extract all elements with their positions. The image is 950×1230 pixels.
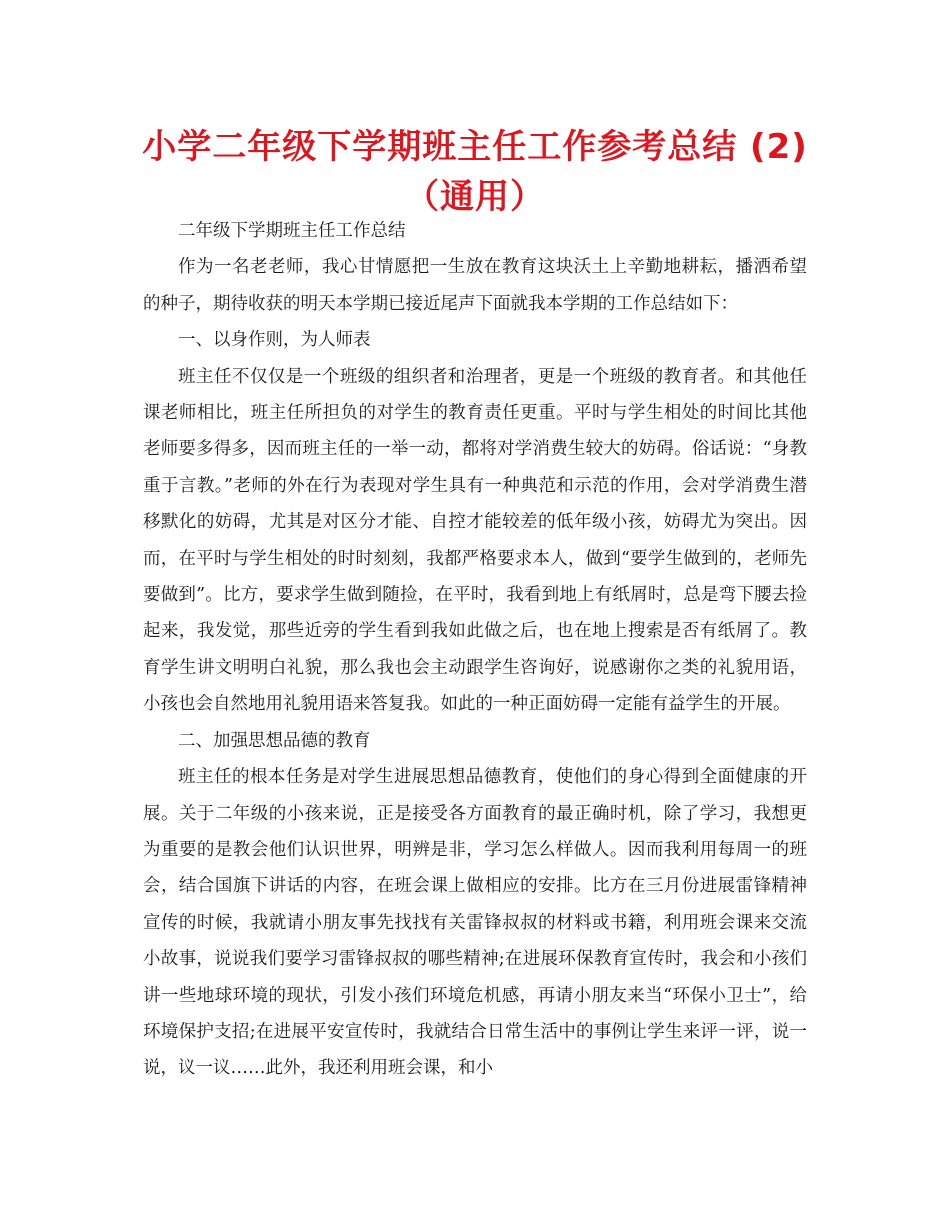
section-2-paragraph: 班主任的根本任务是对学生进展思想品德教育，使他们的身心得到全面健康的开展。关于二年级的小孩来说，正是接受各方面教育的最正确时机，除了学习，我想更为重要的是教会他们认识世界，明辨是非，学习怎么样做人。因而我利用每周一的班会，结合国旗下讲话的内容，在班会课上做相应的安排。比方在三月份进展雷锋精神宣传的时候，我就请小朋友事先找找有关雷锋叔叔的材料或书籍，利用班会课来交流小故事，说说我们要学习雷锋叔叔的哪些精神;在进展环保教育宣传时，我会和小孩们讲一些地球环境的现状，引发小孩们环境危机感，再请小朋友来当“环保小卫士”，给环境保护支招;在进展平安宣传时，我就结合日常生活中的事例让学生来评一评，说一说，议一议……此外，我还利用班会课，和小	[143, 767, 807, 1079]
intro-paragraph: 作为一名老老师，我心甘情愿把一生放在教育这块沃土上辛勤地耕耘，播洒希望的种子，期待收获的明天本学期已接近尾声下面就我本学期的工作总结如下：	[143, 257, 807, 314]
section-heading-1: 一、以身作则，为人师表	[178, 330, 371, 351]
section-subtitle: 二年级下学期班主任工作总结	[178, 221, 406, 241]
section-1-paragraph: 班主任不仅仅是一个班级的组织者和治理者，更是一个班级的教育者。和其他任课老师相比，班主任所担负的对学生的教育责任更重。平时与学生相处的时间比其他老师要多得多，因而班主任的一举一动，都将对学消费生较大的妨碍。俗话说：“身教重于言教。”老师的外在行为表现对学生具有一种典范和示范的作用，会对学消费生潜移默化的妨碍，尤其是对区分才能、自控才能较差的低年级小孩，妨碍尤为突出。因而，在平时与学生相处的时时刻刻，我都严格要求本人，做到“要学生做到的，老师先要做到”。比方，要求学生做到随捡，在平时，我看到地上有纸屑时，总是弯下腰去捡起来，我发觉，那些近旁的学生看到我如此做之后，也在地上搜索是否有纸屑了。教育学生讲文明明白礼貌，那么我也会主动跟学生咨询好，说感谢你之类的礼貌用语，小孩也会自然地用礼貌用语来答复我。如此的一种正面妨碍一定能有益学生的开展。	[143, 366, 807, 715]
document-title: 小学二年级下学期班主任工作参考总结 (2)（通用）	[142, 127, 808, 217]
document-body	[143, 213, 807, 1087]
section-heading-2: 二、加强思想品德的教育	[178, 730, 371, 751]
